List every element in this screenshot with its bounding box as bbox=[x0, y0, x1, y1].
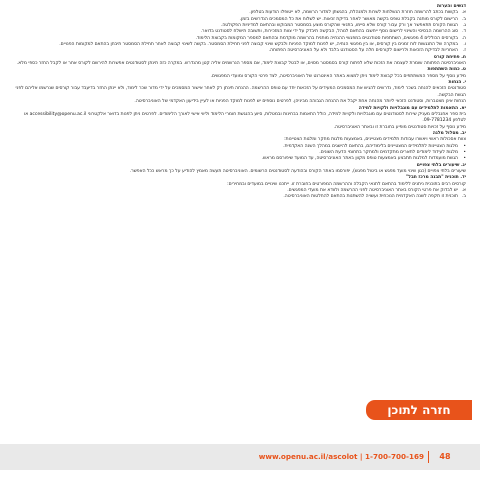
list-item-text: מלגות הצטיינות לתלמידים המצטיינים בלימודיהם, בהתאם להישגים במהלך השנה האקדמית. bbox=[283, 143, 458, 149]
section-paragraph: סטודנטים הזכאים להנחה בשכר לימוד, נדרשים להגיש את המסמכים המעידים על הזכאות יחד עם טופס ההרשמה. ההנחה תינתן רק לאחר אישור המסמכים על ידי מדור שכר לימוד, ולא יינתן החזר בדיעבד עבור קורסים שנרשמו אליהם לפני הגשת הבקשה. bbox=[15, 86, 466, 98]
section bbox=[14, 67, 466, 80]
section-title: ח. פתיחת קורס bbox=[433, 54, 466, 60]
list-item-marker: א. bbox=[461, 187, 466, 193]
section-title: ט. כמות השתתפות bbox=[427, 67, 466, 73]
list-item-marker: א. bbox=[461, 10, 466, 16]
list-item-marker: ב. bbox=[461, 16, 466, 22]
list-item-text: הגשת מועמדות למלגות תתבצע באמצעות טופס מקוון באתר האוניברסיטה, עד המועד שיפורסם מראש. bbox=[261, 156, 458, 162]
section-paragraph: האוניברסיטה הפתוחה שומרת לעצמה את הזכות שלא לפתוח קורס בסמסטר מסוים, או לבטל קבוצת לימוד, אם מספר הנרשמים אליה קטן מהנדרש. במקרה כזה תינתן לסטודנטים אפשרות להירשם לקורס אחר או לקבל החזר כספי מלא. bbox=[16, 61, 466, 67]
list-item-text: בקורסים הכוללים 4 מפגשים, השתתפות סטודנטים במפגשי ההנחיה מותנית בהרשמה מוקדמת ובהתאם למספר המקומות בקבוצת הלימוד. bbox=[195, 35, 458, 41]
section bbox=[14, 106, 466, 131]
section-paragraph: צוות אסכולות ראשי ויאשרו עבודות תלמידים מצטיינים, באמצעות מלגות מחקר ומלגות הצטיינות: bbox=[284, 137, 466, 143]
list-item-text: במקרה של התנגשות לוח זמנים בין קורסים, או בין מפגשי הנחיה, יש לפנות למוקד הפניות ולבקש שינוי קבוצה לפני תחילת הסמסטר. בקשה לשינוי קבוצה לאחר תחילת הסמסטר תיבחן בהתאם למקומות הפנויים. bbox=[59, 42, 458, 48]
section-paragraph: בית ספר אחנבלים מעניק שירות לסטודנטים עם מוגבלויות ולקויות למידה, כולל התאמות בבחינות ובמטלות, סיוע בהנגשת חומרי הלימוד וליווי אישי לאורך הלימודים. לפרטים ניתן לפנות בדואר אלקטרוני accessibility@openu.ac.il או לטלפון 09-7781234. bbox=[23, 111, 466, 124]
footer-contact[interactable]: www.openu.ac.il/ascolot | 1-700-700-169 bbox=[258, 452, 424, 461]
section bbox=[14, 175, 466, 200]
list-item-marker: ו. bbox=[463, 42, 466, 48]
section bbox=[14, 163, 466, 176]
list-item-marker: ד. bbox=[462, 29, 466, 35]
list-item bbox=[14, 194, 466, 200]
list-item-text: הרישום לקורס מותנה בקבלת טופס בקשה מאושר לאחר בדיקת זכאות. יש לשלוח את כל המסמכים הנדרשים בזמן. bbox=[239, 16, 458, 22]
document-content bbox=[14, 4, 466, 436]
list-item-marker: ב. bbox=[461, 194, 466, 200]
list-item-text: מלגות לעידוד לימודים לתארים מתקדמים ולמחקר בתחומי הדעת השונים. bbox=[319, 149, 458, 155]
section-paragraph: קורסים רבים בתוכנית ניתנים ללימוד בהתאם לתנאי הקבלה וההרשמה המפורטים בחוברת זו. ייתכנו שינויים במועדים ובמחירים: bbox=[227, 181, 466, 187]
list-item-marker: ג. bbox=[462, 23, 466, 29]
list-item-marker: ז. bbox=[463, 48, 466, 54]
section-title: י. הנחות bbox=[448, 80, 466, 86]
list-item-text: יש לבדוק את פרטי הקורס באתר האוניברסיטה לפני ההרשמה ולוודא את מועדי המפגשים. bbox=[287, 187, 458, 193]
list-item-marker: • bbox=[463, 149, 466, 155]
list-item bbox=[14, 156, 466, 162]
list-item-text: תוכנית זו תקפה לשנה האקדמית הנוכחית ועשויה להשתנות בהתאם להחלטות האוניברסיטה. bbox=[283, 194, 458, 200]
list-item bbox=[14, 48, 466, 54]
section-paragraph: מידע נוסף על זכויות סטודנטים מופיע בחוברת זו ובאתר האוניברסיטה. bbox=[333, 124, 466, 130]
footer-band bbox=[0, 444, 480, 470]
section-title: יב. מסלול מלגה bbox=[432, 130, 466, 136]
section-title: יג. שיעורים בלתי צפויים bbox=[416, 162, 466, 168]
section-paragraph: הנחות אינן מצטברות, וסטודנט הזכאי ליותר מהנחה אחת יקבל את ההנחה הגבוהה מביניהן. לפרטים נוספים יש לפנות למוקד הפניות או לעיין בידיעון האקדמי של האוניברסיטה. bbox=[134, 99, 466, 105]
page-number: 48 bbox=[439, 452, 451, 461]
list-item-text: הגשת הקורס תתאפשר אך ורק עבור קורס שלא סיימו, בתנאי שהקורס מוצע בסמסטר המבוקש ובהתאם למדיניות הפקולטה. bbox=[220, 23, 458, 29]
section-title: דגשים והערות bbox=[436, 4, 466, 9]
list-item-marker: • bbox=[463, 143, 466, 149]
section-paragraph: מידע נוסף על מספר המשתתפים בכל קבוצת לימוד ניתן למצוא באתר האינטרנט של האוניברסיטה, לצד פרטי הקורס ומועדי המפגשים. bbox=[210, 73, 466, 79]
list-item-text: בקשות בכתב להרשמה חוזרת הנשלחות לשרות ולמנהלת, בהגשתן למדור הרשמה, לא ייטופלו הודעות בטלפון. bbox=[249, 10, 458, 16]
list-item-text: סוג ההרשמה הבסיסי והשינוי לרישום נוסף ייחשבו בהתאם לנוהל, הבקשה תיבדק על ידי צוות המזכירות, ותשובה תישלח לסטודנט בדואר. bbox=[200, 29, 458, 35]
section-paragraph: שיעורים בלתי צפויים (כגון שינוי מועד מפגש או ביטול מפגש), יפורסמו באתר הקורס ובהודעה לסטודנטים הרשומים. האוניברסיטה תעשה מאמץ להודיע על כך מראש ככל האפשר. bbox=[129, 168, 466, 174]
back-to-contents-button[interactable]: חזרה לתוכן העניינים bbox=[366, 400, 472, 420]
list-item-marker: ה. bbox=[461, 35, 466, 41]
section-title: יד. תוכנית "תבנה מרכז תבל" bbox=[405, 175, 466, 181]
section bbox=[14, 4, 466, 55]
section-title: יא. התאמות לתלמידים עם מוגבלויות ולקויות למידה bbox=[358, 105, 466, 111]
page-number-separator bbox=[428, 451, 429, 463]
section bbox=[14, 80, 466, 105]
list-item-marker: • bbox=[463, 156, 466, 162]
section bbox=[14, 55, 466, 68]
section bbox=[14, 131, 466, 163]
list-item-text: האחריות לבדיקת הזכאות ולרישום לקורסים חלה על הסטודנט בלבד ולא על האוניברסיטה הפתוחה. bbox=[268, 48, 458, 54]
